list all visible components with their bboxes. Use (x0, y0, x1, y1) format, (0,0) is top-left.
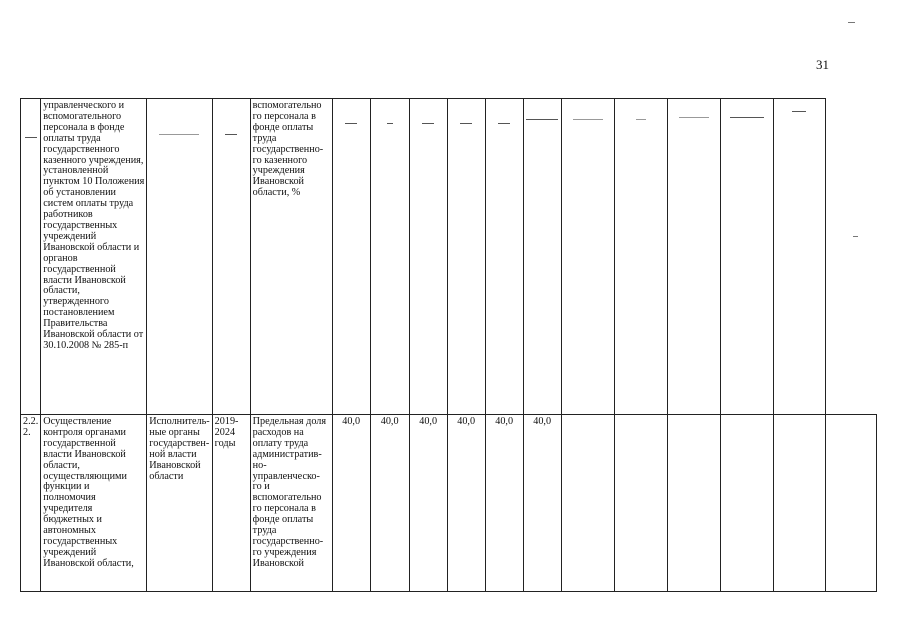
dash-mark (573, 119, 603, 120)
value-cell (825, 415, 876, 592)
description-cell: управленческого и вспомогательного персонала в фонде оплаты труда государственного казенного учреждения, установленной пунктом 10 Положения об установлении систем оплаты труда работников государственных учреждений Ивановской области и органов государственной власти Ивановской области, утвержденного постановлением Правительства Ивановской области от 30.10.2008 № 285-п (41, 99, 147, 415)
dash-mark (225, 134, 237, 135)
dash-mark (526, 119, 558, 120)
dash-mark (345, 123, 357, 124)
value-cell (561, 99, 614, 415)
value-cell (667, 99, 720, 415)
dash-mark (636, 119, 646, 120)
value-cell: 40,0 (332, 415, 370, 592)
value-cell (561, 415, 614, 592)
value-cell (614, 99, 667, 415)
table-row (21, 415, 877, 592)
scan-mark (848, 22, 855, 23)
value-cell (773, 415, 825, 592)
value-cell: 40,0 (447, 415, 485, 592)
value-cell (485, 99, 523, 415)
page-number: 31 (816, 57, 829, 72)
indicator-cell: вспомогательно го персонала в фонде оплаты труда государственно- го казенного учреждения Ивановской области, % (250, 99, 332, 415)
value-cell (614, 415, 667, 592)
row-number-cell: 2.2. 2. (21, 415, 41, 592)
dash-mark (25, 137, 37, 138)
executor-cell: Исполнитель- ные органы государствен- ной власти Ивановской области (147, 415, 212, 592)
table-row (21, 99, 877, 415)
value-cell (447, 99, 485, 415)
indicator-cell: Предельная доля расходов на оплату труда административ- но- управленческо- го и вспомогательно го персонала в фонде оплаты труда государственно- го учреждения Ивановской (250, 415, 332, 592)
dash-mark (679, 117, 709, 118)
value-cell: 40,0 (409, 415, 447, 592)
value-cell (332, 99, 370, 415)
row-number-cell (21, 99, 41, 415)
value-cell: 40,0 (485, 415, 523, 592)
dash-mark (730, 117, 764, 118)
description-cell: Осуществление контроля органами государственной власти Ивановской области, осуществляющими функции и полномочия учредителя бюджетных и автономных государственных учреждений Ивановской области, (41, 415, 147, 592)
value-cell: 40,0 (523, 415, 561, 592)
executor-cell (147, 99, 212, 415)
value-cell (720, 99, 773, 415)
value-cell (773, 99, 825, 415)
value-cell (409, 99, 447, 415)
dash-mark (422, 123, 434, 124)
dash-mark (498, 123, 510, 124)
value-cell (370, 99, 409, 415)
dash-mark (159, 134, 199, 135)
period-cell (212, 99, 250, 415)
value-cell (523, 99, 561, 415)
value-cell (720, 415, 773, 592)
value-cell (667, 415, 720, 592)
dash-mark (792, 111, 806, 112)
data-table (20, 98, 877, 592)
period-cell: 2019- 2024 годы (212, 415, 250, 592)
dash-mark (387, 123, 393, 124)
value-cell: 40,0 (370, 415, 409, 592)
dash-mark (460, 123, 472, 124)
